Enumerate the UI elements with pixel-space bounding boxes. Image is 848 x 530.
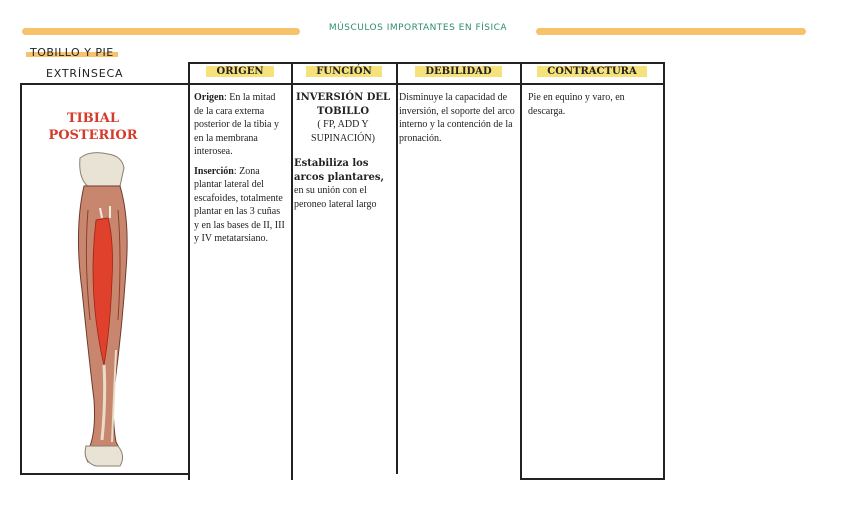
- header-origin: ORIGEN: [190, 65, 290, 79]
- col-border-1: [188, 62, 190, 480]
- title-highlight-right: [536, 28, 806, 35]
- table-bottom-right: [520, 478, 664, 480]
- muscle-name-line2: POSTERIOR: [48, 128, 138, 143]
- insertion-paragraph: [194, 165, 286, 246]
- header-weakness: DEBILIDAD: [398, 65, 519, 79]
- function-stabilize-bold: Estabiliza los arcos plantares,: [294, 158, 384, 183]
- col-border-0: [20, 83, 22, 474]
- col-border-5: [663, 62, 665, 480]
- cell-weakness: Disminuye la capacidad de inversión, el soporte del arco interno y la contención de la pronación.: [399, 92, 515, 144]
- insertion-label: Inserción: [194, 165, 234, 177]
- table-top-border: [188, 62, 664, 64]
- header-function: FUNCIÓN: [293, 65, 395, 79]
- col-border-4: [520, 62, 522, 480]
- title-highlight-left: [22, 28, 300, 35]
- table-bottom-left: [20, 473, 190, 475]
- cell-contracture: Pie en equino y varo, en descarga.: [528, 92, 625, 117]
- origin-text: : En la mitad de la cara externa posterior de la tibia y en la membrana interosea.: [194, 92, 279, 157]
- col-border-2: [291, 62, 293, 480]
- header-contracture: CONTRACTURA: [522, 65, 662, 79]
- insertion-text: : Zona plantar lateral del escafoides, totalmente plantar en las 3 cuñas y en las bases de II, III y IV metatarsiano.: [194, 165, 285, 244]
- table-header-divider: [20, 83, 664, 85]
- subsection-title: EXTRÍNSECA: [46, 67, 124, 80]
- function-stabilize-text: en su unión con el peroneo lateral largo: [294, 185, 377, 210]
- function-title: INVERSIÓN DEL TOBILLO: [295, 92, 391, 117]
- function-detail: ( FP, ADD Y SUPINACIÓN): [311, 119, 375, 144]
- origin-label: Origen: [194, 92, 224, 103]
- cell-function: [294, 91, 392, 211]
- section-title: TOBILLO Y PIE: [26, 46, 118, 59]
- page-title: MÚSCULOS IMPORTANTES EN FÍSICA: [328, 23, 508, 33]
- col-border-3: [396, 62, 398, 474]
- muscle-name: [38, 110, 148, 144]
- cell-origin: [194, 91, 286, 246]
- leg-anatomy-illustration-icon: [60, 150, 150, 470]
- muscle-name-line1: TIBIAL: [66, 111, 120, 126]
- origin-paragraph: [194, 91, 286, 159]
